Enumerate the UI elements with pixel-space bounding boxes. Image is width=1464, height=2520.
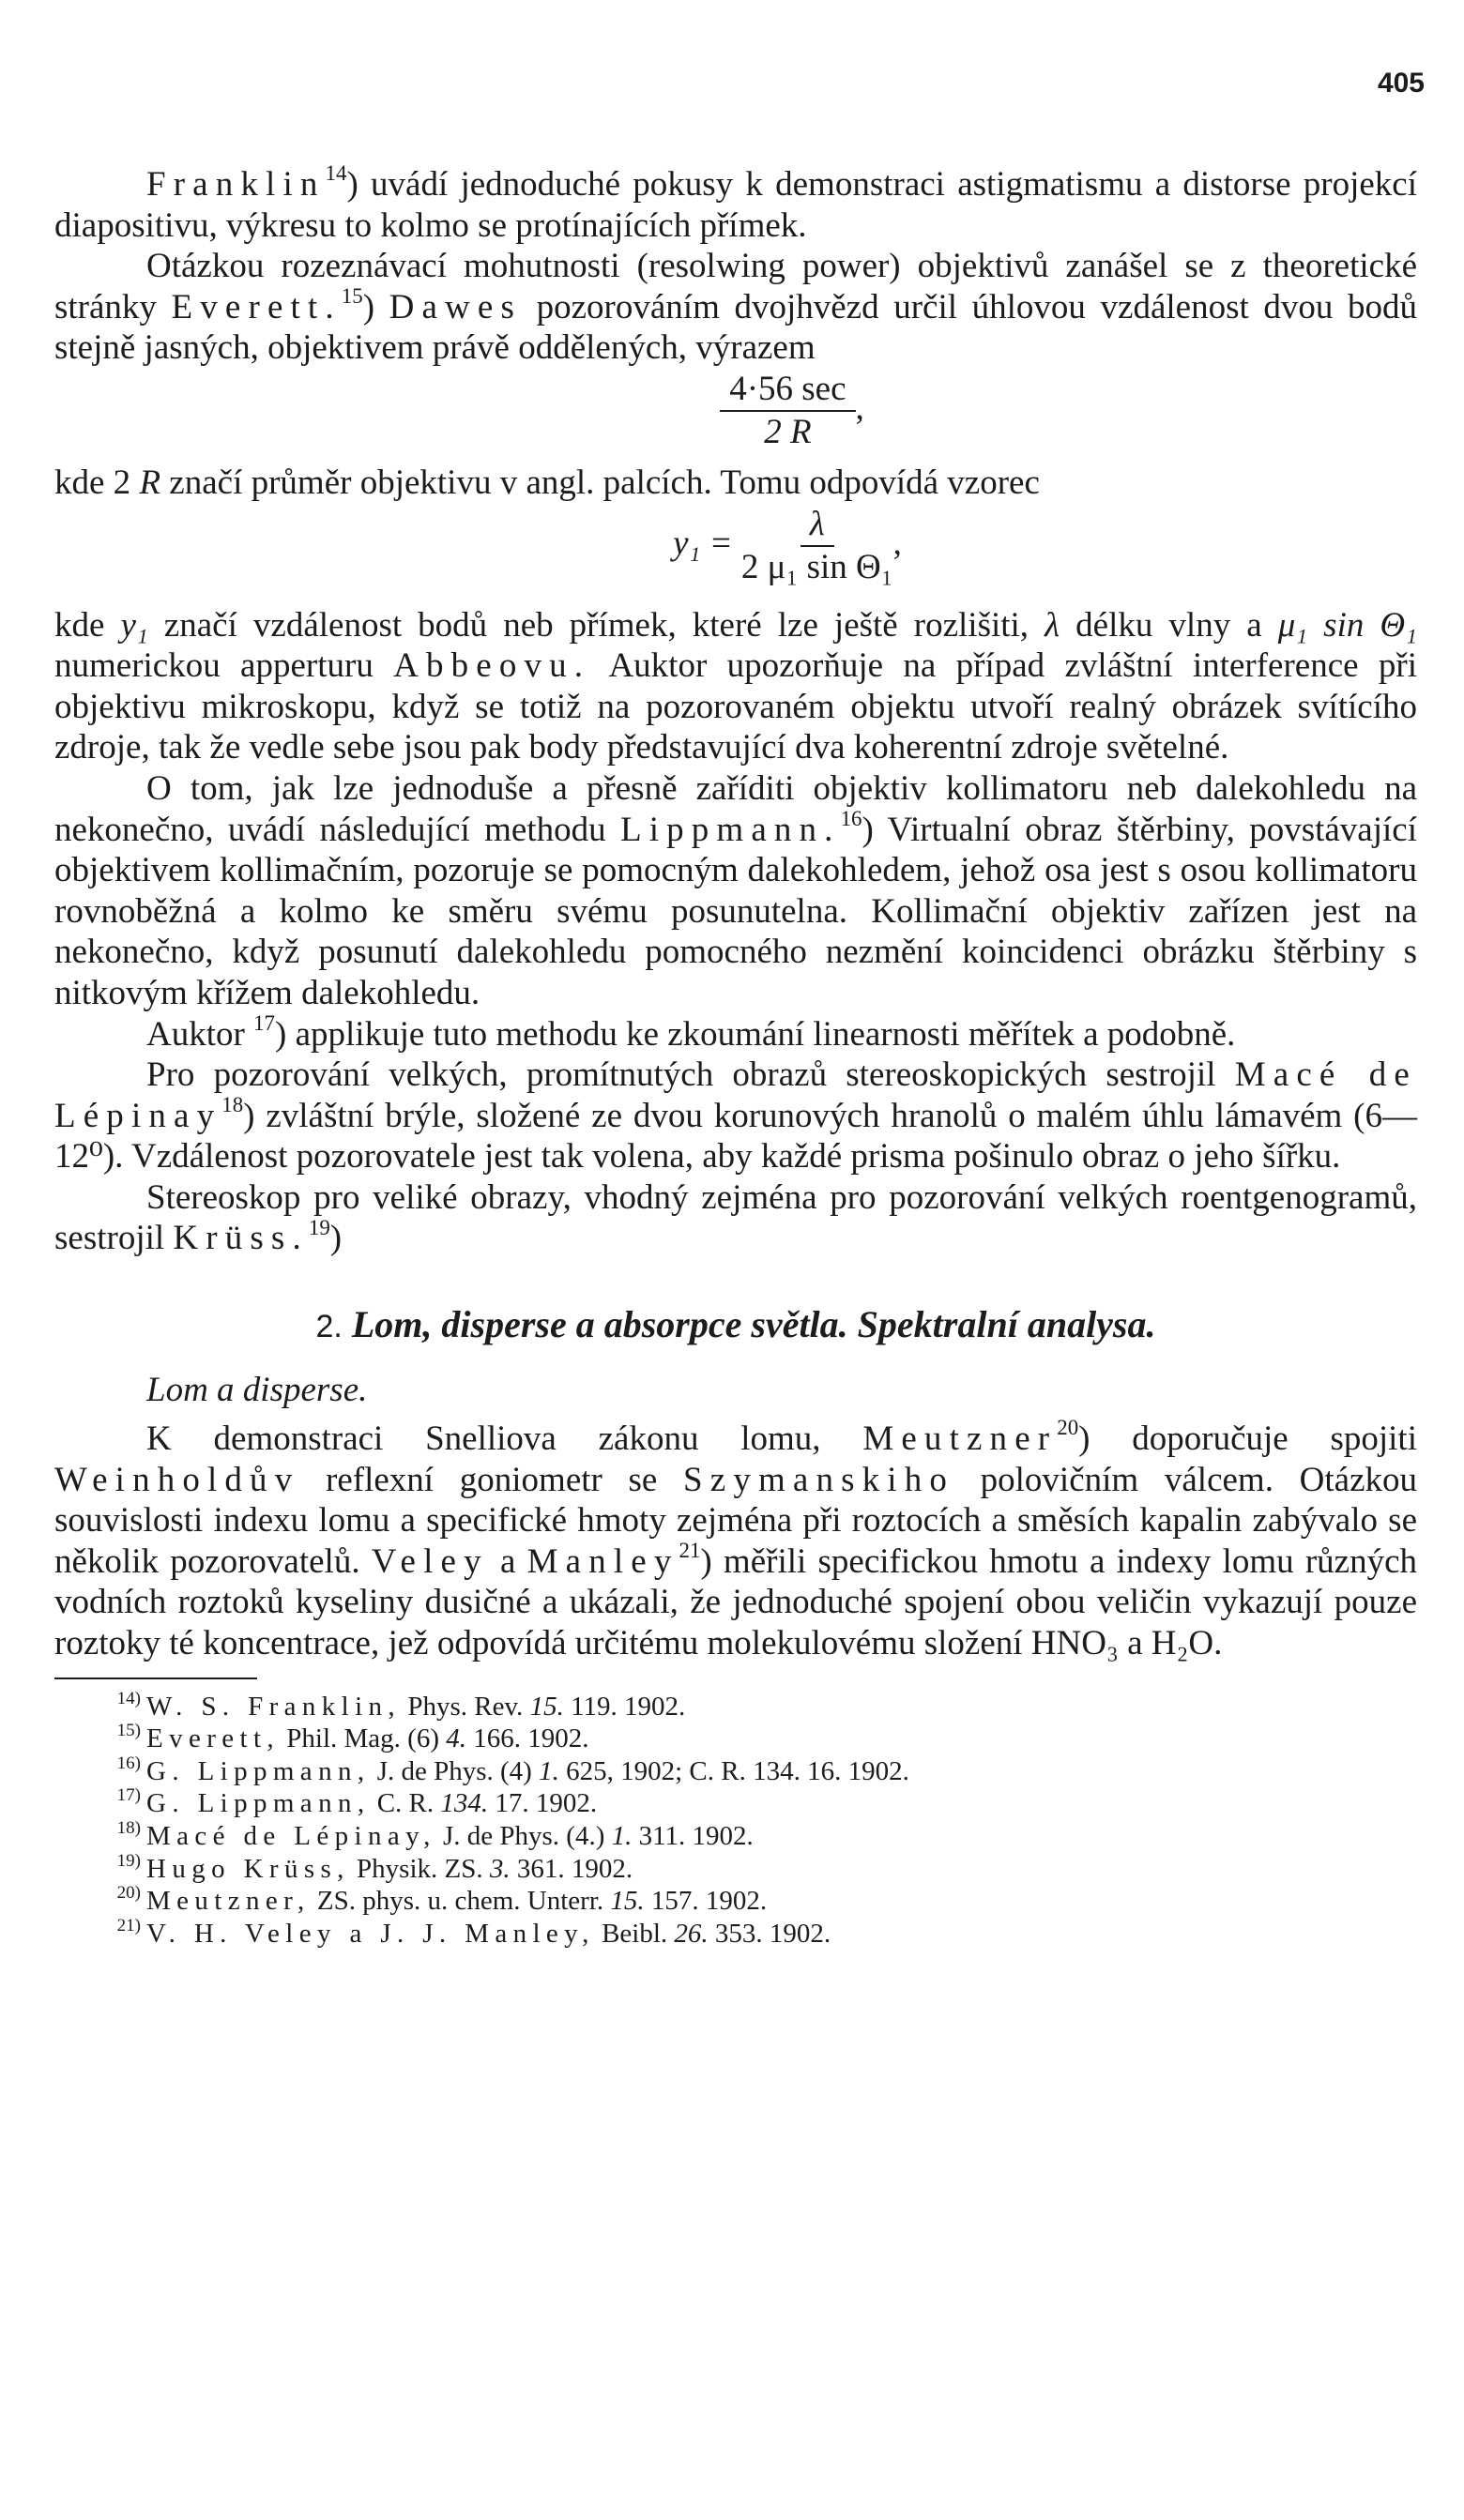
author-name: Macé de Lépinay: [54, 1055, 1417, 1135]
footnote: 16) G. Lippmann, J. de Phys. (4) 1. 625, 1902; C. R. 134. 16. 1902.: [116, 1753, 909, 1786]
author-name: Franklin: [146, 165, 326, 204]
footnote: 21) V. H. Veley a J. J. Manley, Beibl. 26. 353. 1902.: [116, 1915, 831, 1949]
formula-dawes: [167, 369, 1417, 463]
fraction-denominator: 2 R: [764, 412, 812, 451]
author-name: Lippmann.: [619, 810, 841, 849]
footnote-ref[interactable]: 14: [325, 161, 347, 186]
author-name: Everett.: [171, 287, 342, 326]
footnote: 19) Hugo Krüss, Physik. ZS. 3. 361. 1902.: [116, 1850, 633, 1884]
formula-lhs: y₁ =: [673, 524, 733, 563]
section-number: 2.: [315, 1309, 343, 1345]
fraction-denominator: 2 μ₁ sin Θ₁: [740, 547, 893, 586]
formula-punctuation: ,: [892, 524, 902, 563]
footnote-ref[interactable]: 20: [1057, 1416, 1079, 1440]
author-name: Abbeovu.: [393, 646, 591, 686]
footnote: 14) W. S. Franklin, Phys. Rev. 15. 119. 1902.: [116, 1688, 686, 1722]
fraction-numerator: λ: [801, 504, 834, 547]
author-name: Manley: [526, 1541, 679, 1581]
author-name: Szymanskiho: [683, 1460, 954, 1499]
footnote-ref[interactable]: 19: [308, 1215, 330, 1239]
article-body: [54, 161, 1417, 1950]
fraction-numerator: 4·56 sec: [720, 369, 855, 412]
paragraph-mace: Pro pozorování velkých, promítnutých obrazů stereoskopických sestrojil Macé de Lépinay$^{18}$) zvláštní brýle, složené ze dvou korunových hranolů o malém úhlu lámavém (6—12⁰). Vzdálenost pozorovatele jest tak volena, aby každé prisma pošinulo obraz o jeho šířku.: [54, 1055, 1417, 1177]
footnote-ref[interactable]: 21: [679, 1539, 701, 1563]
paragraph-kruss: Stereoskop pro veliké obrazy, vhodný zejména pro pozorování velkých roentgenogramů, sestrojil Krüss.$^{19}$): [54, 1177, 1417, 1258]
footnote-ref[interactable]: 16: [840, 806, 862, 830]
footnote-divider: [54, 1677, 257, 1679]
author-name: Krüss.: [173, 1219, 309, 1258]
paragraph-meutzner: K demonstraci Snelliova zákonu lomu, Meutzner$^{20}$) doporučuje spojiti Weinholdův reflexní goniometr se Szymanskiho polovičním válcem. Otázkou souvislosti indexu lomu a specifické hmoty zejména při roztocích a směsích kapalin zabývalo se několik pozorovatelů. Veley a Manley$^{21}$) měřili specifickou hmotu a indexy lomu různých vodních roztoků kyseliny dusičné a ukázali, že jednoduché spojení obou veličin vykazují pouze roztoky té koncentrace, jež odpovídá určitému molekulovému složení HNO₃ a H₂O.: [54, 1416, 1417, 1663]
fraction: [741, 504, 893, 588]
author-name: Meutzner: [862, 1419, 1058, 1459]
author-name: Dawes: [389, 287, 523, 326]
paragraph-lippmann: O tom, jak lze jednoduše a přesně zaříditi objektiv kollimatoru neb dalekohledu na nekonečno, uvádí následující methodu Lippmann.$^{16}$) Virtualní obraz štěrbiny, povstávající objektivem kollimačním, pozoruje se pomocným dalekohledem, jehož osa jest s osou kollimatoru rovnoběžná a kolmo ke směru svému posunutelna. Kollimační objektiv zařízen jest na nekonečno, když posunutí dalekohledu pomocného nezmění koincidenci obrázku štěrbiny s nitkovým křížem dalekohledu.: [54, 768, 1417, 1012]
section-title: Lom, disperse a absorpce světla. Spektralní analysa.: [351, 1303, 1156, 1346]
paragraph-kde-2r: kde 2 R značí průměr objektivu v angl. palcích. Tomu odpovídá vzorec: [54, 463, 1040, 502]
formula-punctuation: ,: [855, 388, 864, 428]
formula-abbe: [158, 504, 1417, 605]
fraction: [720, 369, 855, 453]
section-heading: [54, 1302, 1417, 1349]
subsection-heading: Lom a disperse.: [146, 1371, 368, 1410]
paragraph-kde-y1: kde y₁ značí vzdálenost bodů neb přímek, které lze ještě rozlišiti, λ délku vlny a μ₁ sin Θ₁ numerickou apperturu Abbeovu. Auktor upozorňuje na případ zvláštní interference při objektivu mikroskopu, když se totiž na pozorovaném objektu utvoří realný obrázek svítícího zdroje, tak že vedle sebe jsou pak body představující dva koherentní zdroje světelné.: [54, 605, 1417, 767]
footnote: 15) Everett, Phil. Mag. (6) 4. 166. 1902.: [116, 1721, 589, 1754]
paragraph-auktor: Auktor $^{17}$) applikuje tuto methodu ke zkoumání linearnosti měřítek a podobně.: [146, 1010, 1236, 1054]
author-name: Weinholdův: [54, 1460, 300, 1499]
footnote: 17) G. Lippmann, C. R. 134. 17. 1902.: [116, 1785, 598, 1819]
footnote: 20) Meutzner, ZS. phys. u. chem. Unterr. 15. 157. 1902.: [116, 1883, 768, 1917]
footnote: 18) Macé de Lépinay, J. de Phys. (4.) 1. 311. 1902.: [116, 1818, 754, 1851]
author-name: Veley: [371, 1541, 489, 1581]
footnote-ref[interactable]: 18: [221, 1093, 244, 1117]
footnote-ref[interactable]: 15: [341, 284, 363, 309]
paragraph-franklin: Franklin$^{14}$) uvádí jednoduché pokusy k demonstraci astigmatismu a distorse projekcí diapositivu, výkresu to kolmo se protínajících přímek.: [54, 161, 1417, 245]
paragraph-everett: Otázkou rozeznávací mohutnosti (resolwing power) objektivů zanášel se z theoretické stránky Everett.$^{15}$) Dawes pozorováním dvojhvězd určil úhlovou vzdálenost dvou bodů stejně jasných, objektivem právě oddělených, výrazem: [54, 247, 1417, 368]
footnote-ref[interactable]: 17: [253, 1010, 276, 1035]
page-number: 405: [1377, 68, 1425, 99]
footnotes: [54, 1688, 1417, 1951]
